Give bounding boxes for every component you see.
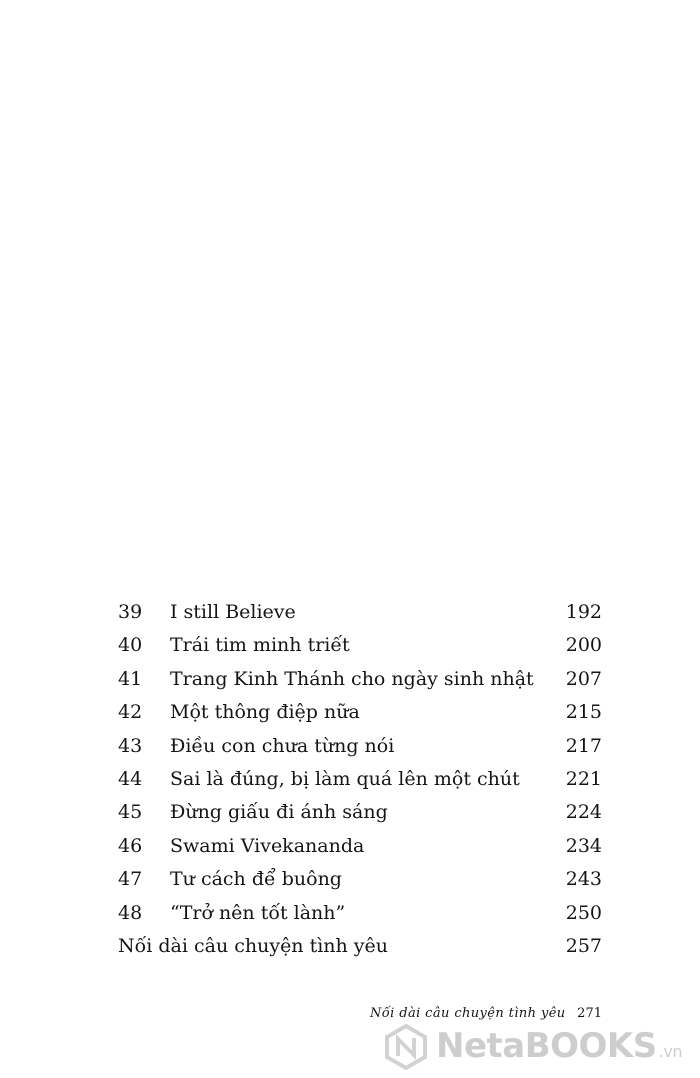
toc-entry[interactable]: [118, 897, 602, 930]
watermark: [384, 1020, 694, 1072]
toc-entry[interactable]: [118, 863, 602, 896]
chapter-title: Một thông điệp nữa: [170, 701, 360, 724]
netabooks-logo-icon: [384, 1024, 428, 1070]
page-number: 243: [565, 868, 602, 891]
chapter-title: Trang Kinh Thánh cho ngày sinh nhật: [170, 667, 534, 690]
chapter-title: Tư cách để buông: [170, 868, 342, 891]
chapter-number: 41: [118, 667, 143, 690]
chapter-title: “Trở nên tốt lành”: [170, 901, 346, 924]
page-number: 221: [565, 767, 602, 790]
toc-entry[interactable]: [118, 596, 602, 629]
page-number: 250: [565, 901, 602, 924]
chapter-number: 40: [118, 634, 143, 657]
toc-final-entry[interactable]: [118, 930, 602, 963]
toc-entry[interactable]: [118, 830, 602, 863]
toc-entry[interactable]: [118, 696, 602, 729]
footer-page-number: 271: [577, 1006, 602, 1021]
toc-entry[interactable]: [118, 763, 602, 796]
page-number: 215: [565, 701, 602, 724]
page-number: 257: [565, 934, 602, 957]
watermark-suffix: .vn: [658, 1042, 682, 1061]
page-number: 234: [565, 834, 602, 857]
chapter-title: Điều con chưa từng nói: [170, 734, 395, 757]
chapter-number: 42: [118, 701, 143, 724]
page-number: 217: [565, 734, 602, 757]
page-number: 192: [565, 601, 602, 623]
section-title: Nối dài câu chuyện tình yêu: [118, 934, 389, 957]
chapter-number: 46: [118, 834, 143, 857]
chapter-title: Trái tim minh triết: [170, 634, 350, 657]
chapter-title: Đừng giấu đi ánh sáng: [170, 801, 388, 824]
table-of-contents: [118, 596, 602, 963]
chapter-number: 39: [118, 601, 143, 623]
page-number: 200: [565, 634, 602, 657]
chapter-number: 47: [118, 868, 143, 891]
toc-entry[interactable]: [118, 629, 602, 662]
chapter-number: 48: [118, 901, 143, 924]
chapter-number: 43: [118, 734, 143, 757]
running-title: Nối dài câu chuyện tình yêu: [370, 1006, 566, 1021]
watermark-brand: NetaBOOKS: [436, 1026, 657, 1066]
chapter-title: Sai là đúng, bị làm quá lên một chút: [170, 767, 520, 790]
watermark-text: [436, 1024, 682, 1074]
toc-entry[interactable]: [118, 663, 602, 696]
page-number: 224: [565, 801, 602, 824]
chapter-title: Swami Vivekananda: [170, 834, 365, 857]
chapter-title: I still Believe: [170, 601, 296, 623]
chapter-number: 44: [118, 767, 143, 790]
toc-entry[interactable]: [118, 796, 602, 829]
toc-entry[interactable]: [118, 730, 602, 763]
page-number: 207: [565, 667, 602, 690]
chapter-number: 45: [118, 801, 143, 824]
